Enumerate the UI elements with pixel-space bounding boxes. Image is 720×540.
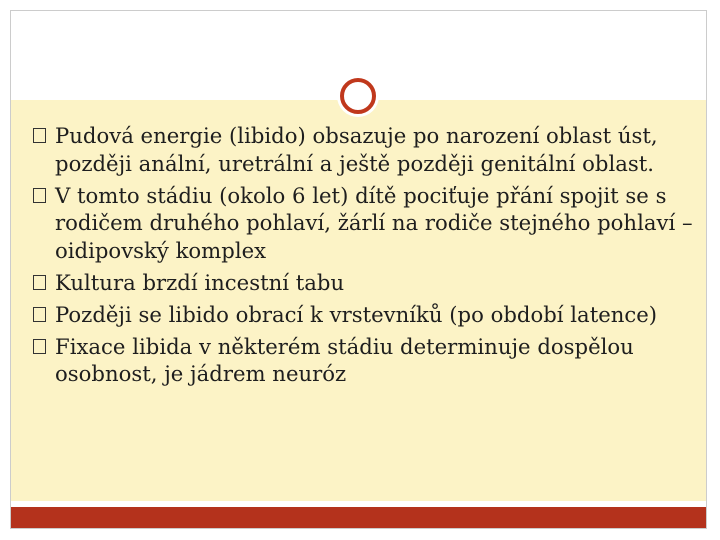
footer-bar [11, 507, 706, 528]
bullet-text: Později se libido obrací k vrstevníků (po období latence) [55, 301, 658, 327]
bullet-text: Pudová energie (libido) obsazuje po narození oblast úst, později anální, uretrální a ještě později genitální oblast. [55, 123, 658, 176]
bullet-box-icon [33, 188, 46, 203]
bullet-box-icon [33, 275, 46, 290]
bullet-box-icon [33, 128, 46, 143]
bullet-item [30, 269, 700, 297]
bullet-item [30, 301, 700, 329]
bullet-item [30, 182, 700, 265]
bullet-item [30, 122, 700, 177]
bullet-box-icon [33, 307, 46, 322]
bullet-text: V tomto stádiu (okolo 6 let) dítě pociťuje přání spojit se s rodičem druhého pohlaví, žárlí na rodiče stejného pohlaví – oidipovský komplex [55, 182, 693, 263]
bullet-text: Fixace libida v některém stádiu determinuje dospělou osobnost, je jádrem neuróz [55, 333, 634, 386]
bullet-text: Kultura brzdí incestní tabu [55, 269, 345, 295]
bullet-box-icon [33, 339, 46, 354]
bullet-list [30, 122, 700, 392]
bullet-item [30, 333, 700, 388]
